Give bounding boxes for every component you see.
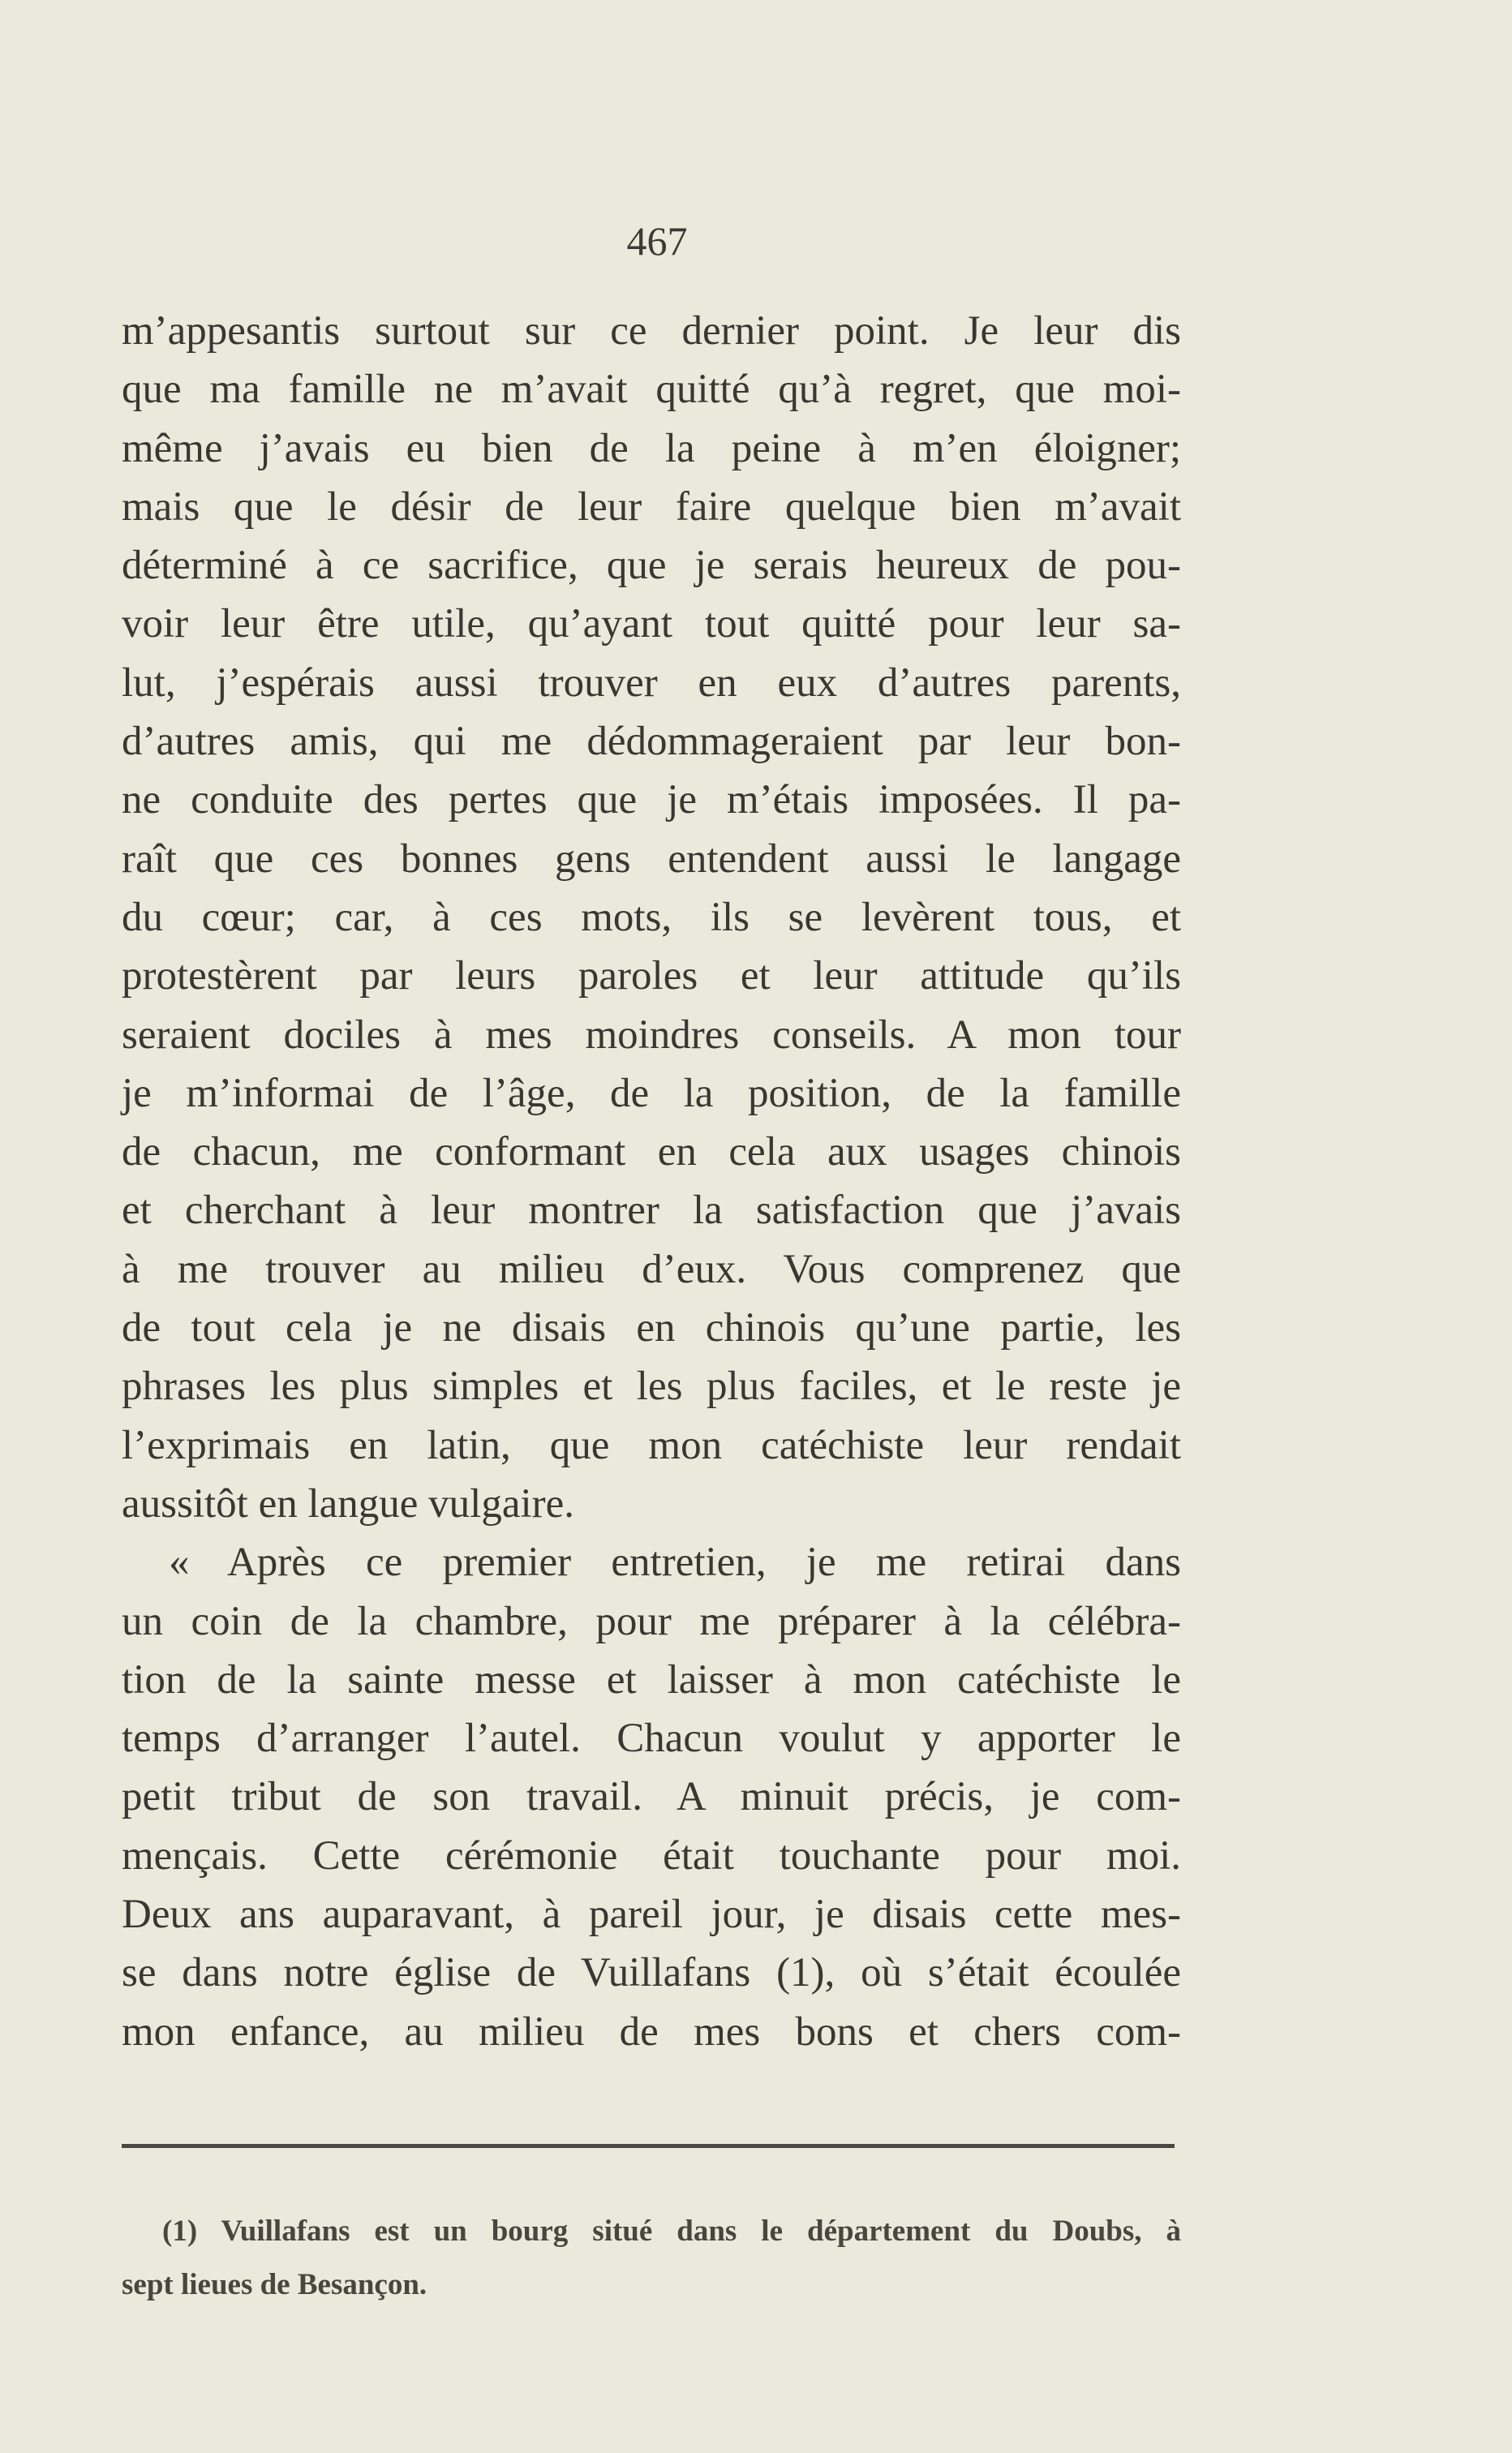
text-line: l’exprimais en latin, que mon catéchiste leur rendait (122, 1422, 1181, 1468)
text-line: lut, j’espérais aussi trouver en eux d’autres parents, (122, 659, 1181, 706)
text-line: raît que ces bonnes gens entendent aussi le langage (122, 836, 1181, 882)
text-line: un coin de la chambre, pour me préparer à la célébra- (122, 1598, 1181, 1644)
text-line: ne conduite des pertes que je m’étais imposées. Il pa- (122, 777, 1181, 823)
text-line: phrases les plus simples et les plus faciles, et le reste je (122, 1364, 1181, 1410)
text-line: se dans notre église de Vuillafans (1), où s’était écoulée (122, 1950, 1181, 1996)
footnote-line: sept lieues de Besançon. (122, 2268, 427, 2301)
text-line: « Après ce premier entretien, je me retirai dans (169, 1540, 1181, 1586)
text-line: mençais. Cette cérémonie était touchante pour moi. (122, 1832, 1181, 1879)
text-line: voir leur être utile, qu’ayant tout quitté pour leur sa- (122, 601, 1181, 647)
body-text (122, 302, 1181, 2061)
footnote-divider (122, 2144, 1175, 2148)
text-line: protestèrent par leurs paroles et leur attitude qu’ils (122, 953, 1181, 999)
text-line: tion de la sainte messe et laisser à mon catéchiste le (122, 1656, 1181, 1703)
text-line: aussitôt en langue vulgaire. (122, 1480, 575, 1527)
text-line: d’autres amis, qui me dédommageraient par leur bon- (122, 719, 1181, 765)
text-line: à me trouver au milieu d’eux. Vous comprenez que (122, 1246, 1181, 1292)
text-line: m’appesantis surtout sur ce dernier point. Je leur dis (122, 308, 1181, 354)
footnotes (122, 2205, 1181, 2312)
text-line: que ma famille ne m’avait quitté qu’à regret, que moi- (122, 367, 1181, 413)
text-line: seraient dociles à mes moindres conseils. A mon tour (122, 1012, 1181, 1058)
text-line: de tout cela je ne disais en chinois qu’une partie, les (122, 1305, 1181, 1351)
text-line: déterminé à ce sacrifice, que je serais heureux de pou- (122, 543, 1181, 589)
text-line: mon enfance, au milieu de mes bons et chers com- (122, 2008, 1181, 2055)
text-line: même j’avais eu bien de la peine à m’en éloigner; (122, 425, 1181, 471)
page-number: 467 (626, 218, 688, 264)
footnote-line: (1) Vuillafans est un bourg situé dans le département du Doubs, à (162, 2215, 1181, 2248)
text-line: je m’informai de l’âge, de la position, de la famille (122, 1070, 1181, 1116)
text-line: et cherchant à leur montrer la satisfaction que j’avais (122, 1188, 1181, 1234)
text-line: mais que le désir de leur faire quelque bien m’avait (122, 483, 1181, 530)
text-line: Deux ans auparavant, à pareil jour, je disais cette mes- (122, 1892, 1181, 1938)
text-line: temps d’arranger l’autel. Chacun voulut y apporter le (122, 1716, 1181, 1762)
text-line: du cœur; car, à ces mots, ils se levèrent tous, et (122, 894, 1181, 940)
text-line: de chacun, me conformant en cela aux usages chinois (122, 1129, 1181, 1175)
text-line: petit tribut de son travail. A minuit précis, je com- (122, 1774, 1181, 1820)
